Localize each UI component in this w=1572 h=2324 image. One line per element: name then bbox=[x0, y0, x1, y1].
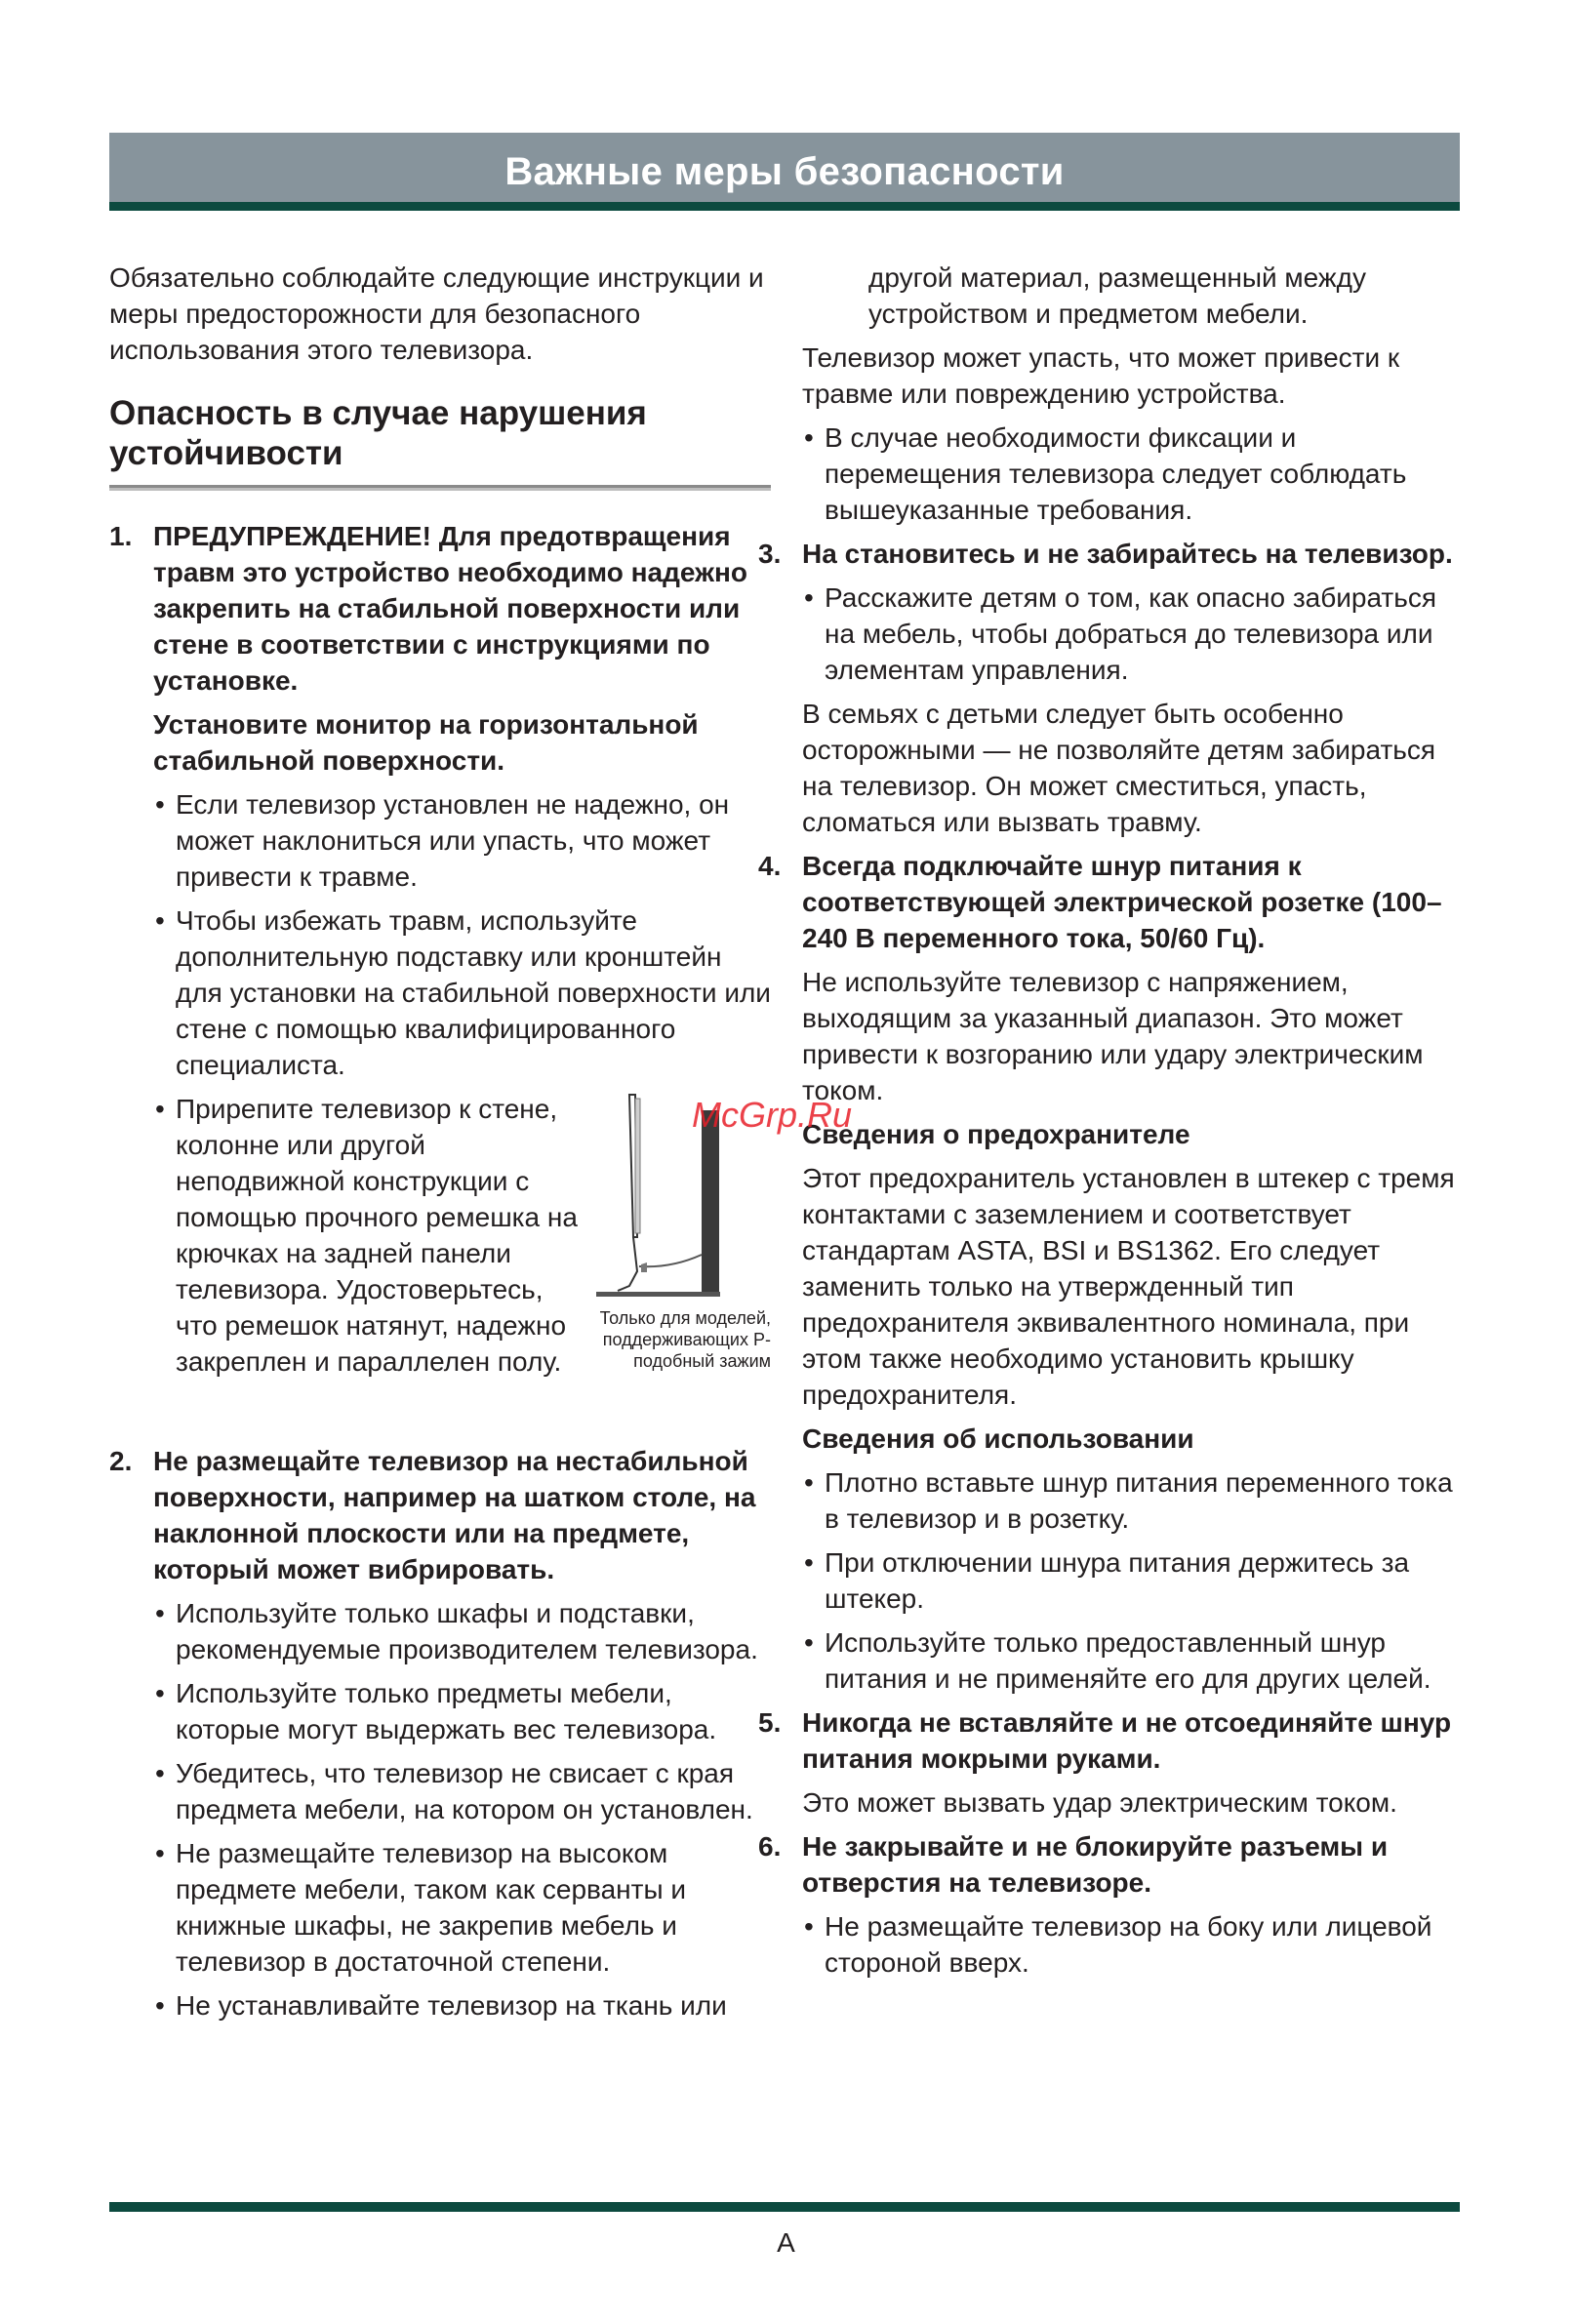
bullet-item: • Прирепите телевизор к стене, колонне или другой неподвижной конструкции с помощью прочного ремешка на крючках на задней панели телевизора. Удостоверьтесь, что ремешок натянут, надежно закреплен и параллелен полу. bbox=[155, 1094, 578, 1377]
item-heading: ПРЕДУПРЕЖДЕНИЕ! Для предотвращения травм это устройство необходимо надежно закрепить на стабильной поверхности или стене в соответствии с инструкциями по установке. bbox=[153, 521, 747, 696]
item-2-note: Телевизор может упасть, что может привести к травме или повреждению устройства. bbox=[802, 342, 1400, 409]
item-1 bbox=[109, 518, 771, 1443]
header-rule bbox=[109, 202, 1460, 211]
item-number: 6. bbox=[758, 1831, 782, 1862]
header-band bbox=[109, 133, 1460, 211]
bullet-continuation: другой материал, размещенный между устройством и предметом мебели. bbox=[868, 262, 1366, 329]
left-column bbox=[109, 260, 771, 2031]
item-3-note: В семьях с детьми следует быть особенно осторожными — не позволяйте детям забираться на телевизор. Он может сместиться, упасть, сломаться или вызвать травму. bbox=[802, 699, 1436, 837]
usage-heading: Сведения об использовании bbox=[802, 1423, 1194, 1454]
item-4 bbox=[758, 848, 1464, 956]
page-number: A bbox=[777, 2227, 795, 2258]
bullet-item: • При отключении шнура питания держитесь за штекер. bbox=[804, 1547, 1410, 1614]
item-3 bbox=[758, 536, 1464, 572]
bullet-item: • Не устанавливайте телевизор на ткань или bbox=[155, 1990, 727, 2021]
page-title: Важные меры безопасности bbox=[504, 149, 1065, 193]
bullet-item: • Убедитесь, что телевизор не свисает с края предмета мебели, на котором он установлен. bbox=[155, 1758, 753, 1824]
section-heading: Опасность в случае нарушения устойчивости bbox=[109, 394, 647, 472]
figure-caption: Только для моделей, поддерживающих Р-подобный зажим bbox=[599, 1308, 771, 1371]
item-5-text: Это может вызвать удар электрическим током. bbox=[802, 1787, 1397, 1818]
item-heading: На становитесь и не забирайтесь на телевизор. bbox=[802, 539, 1453, 569]
fuse-heading: Сведения о предохранителе bbox=[802, 1119, 1190, 1149]
item-number: 2. bbox=[109, 1446, 133, 1476]
intro-paragraph: Обязательно соблюдайте следующие инструкции и меры предосторожности для безопасного использования этого телевизора. bbox=[109, 262, 764, 365]
bullet-item: • В случае необходимости фиксации и перемещения телевизора следует соблюдать вышеуказанные требования. bbox=[804, 422, 1407, 525]
item-heading: Не закрывайте и не блокируйте разъемы и отверстия на телевизоре. bbox=[802, 1831, 1389, 1898]
item-heading: Всегда подключайте шнур питания к соответствующей электрической розетке (100–240 В переменного тока, 50/60 Гц). bbox=[802, 851, 1442, 953]
bullet-item: • Не размещайте телевизор на боку или лицевой стороной вверх. bbox=[804, 1911, 1432, 1978]
fuse-text: Этот предохранитель установлен в штекер с тремя контактами с заземлением и соответствует стандартам ASTA, BSI и BS1362. Его следует заменить только на утвержденный тип предохранителя эквивалентного номинала, при этом также необходимо установить крышку предохранителя. bbox=[802, 1163, 1455, 1410]
section-rule bbox=[109, 485, 771, 491]
item-6 bbox=[758, 1828, 1464, 1901]
bracket-bullet-with-figure bbox=[153, 1091, 771, 1443]
item-number: 4. bbox=[758, 851, 782, 881]
bullet-item: • Расскажите детям о том, как опасно забираться на мебель, чтобы добраться до телевизора или элементам управления. bbox=[804, 582, 1437, 685]
bullet-item: • Плотно вставьте шнур питания переменного тока в телевизор и в розетку. bbox=[804, 1467, 1453, 1534]
item-number: 5. bbox=[758, 1707, 782, 1738]
item-5 bbox=[758, 1704, 1464, 1777]
item-4-text: Не используйте телевизор с напряжением, выходящим за указанный диапазон. Это может привести к возгоранию или удару электрическим током. bbox=[802, 967, 1424, 1105]
bullet-item: • Используйте только предоставленный шнур питания и не применяйте его для других целей. bbox=[804, 1627, 1431, 1694]
bullet-item: • Используйте только предметы мебели, которые могут выдержать вес телевизора. bbox=[155, 1678, 717, 1744]
item-heading: Не размещайте телевизор на нестабильной поверхности, например на шатком столе, на наклонной плоскости или на предмете, который может вибрировать. bbox=[153, 1446, 756, 1584]
bullet-item: • Не размещайте телевизор на высоком предмете мебели, таком как серванты и книжные шкафы, не закрепив мебель и телевизор в достаточной степени. bbox=[155, 1838, 687, 1977]
item-number: 1. bbox=[109, 521, 133, 551]
item-number: 3. bbox=[758, 539, 782, 569]
bullet-item: • Используйте только шкафы и подставки, рекомендуемые производителем телевизора. bbox=[155, 1598, 758, 1664]
bullet-item: • Чтобы избежать травм, используйте дополнительную подставку или кронштейн для установки на стабильной поверхности или стене с помощью квалифицированного специалиста. bbox=[155, 905, 771, 1080]
footer-rule bbox=[109, 2202, 1460, 2212]
item-heading: Никогда не вставляйте и не отсоединяйте шнур питания мокрыми руками. bbox=[802, 1707, 1452, 1774]
item-subheading: Установите монитор на горизонтальной стабильной поверхности. bbox=[153, 709, 699, 776]
bullet-item: • Если телевизор установлен не надежно, он может наклониться или упасть, что может привести к травме. bbox=[155, 789, 730, 892]
watermark: McGrp.Ru bbox=[692, 1095, 853, 1135]
item-2 bbox=[109, 1443, 771, 2023]
